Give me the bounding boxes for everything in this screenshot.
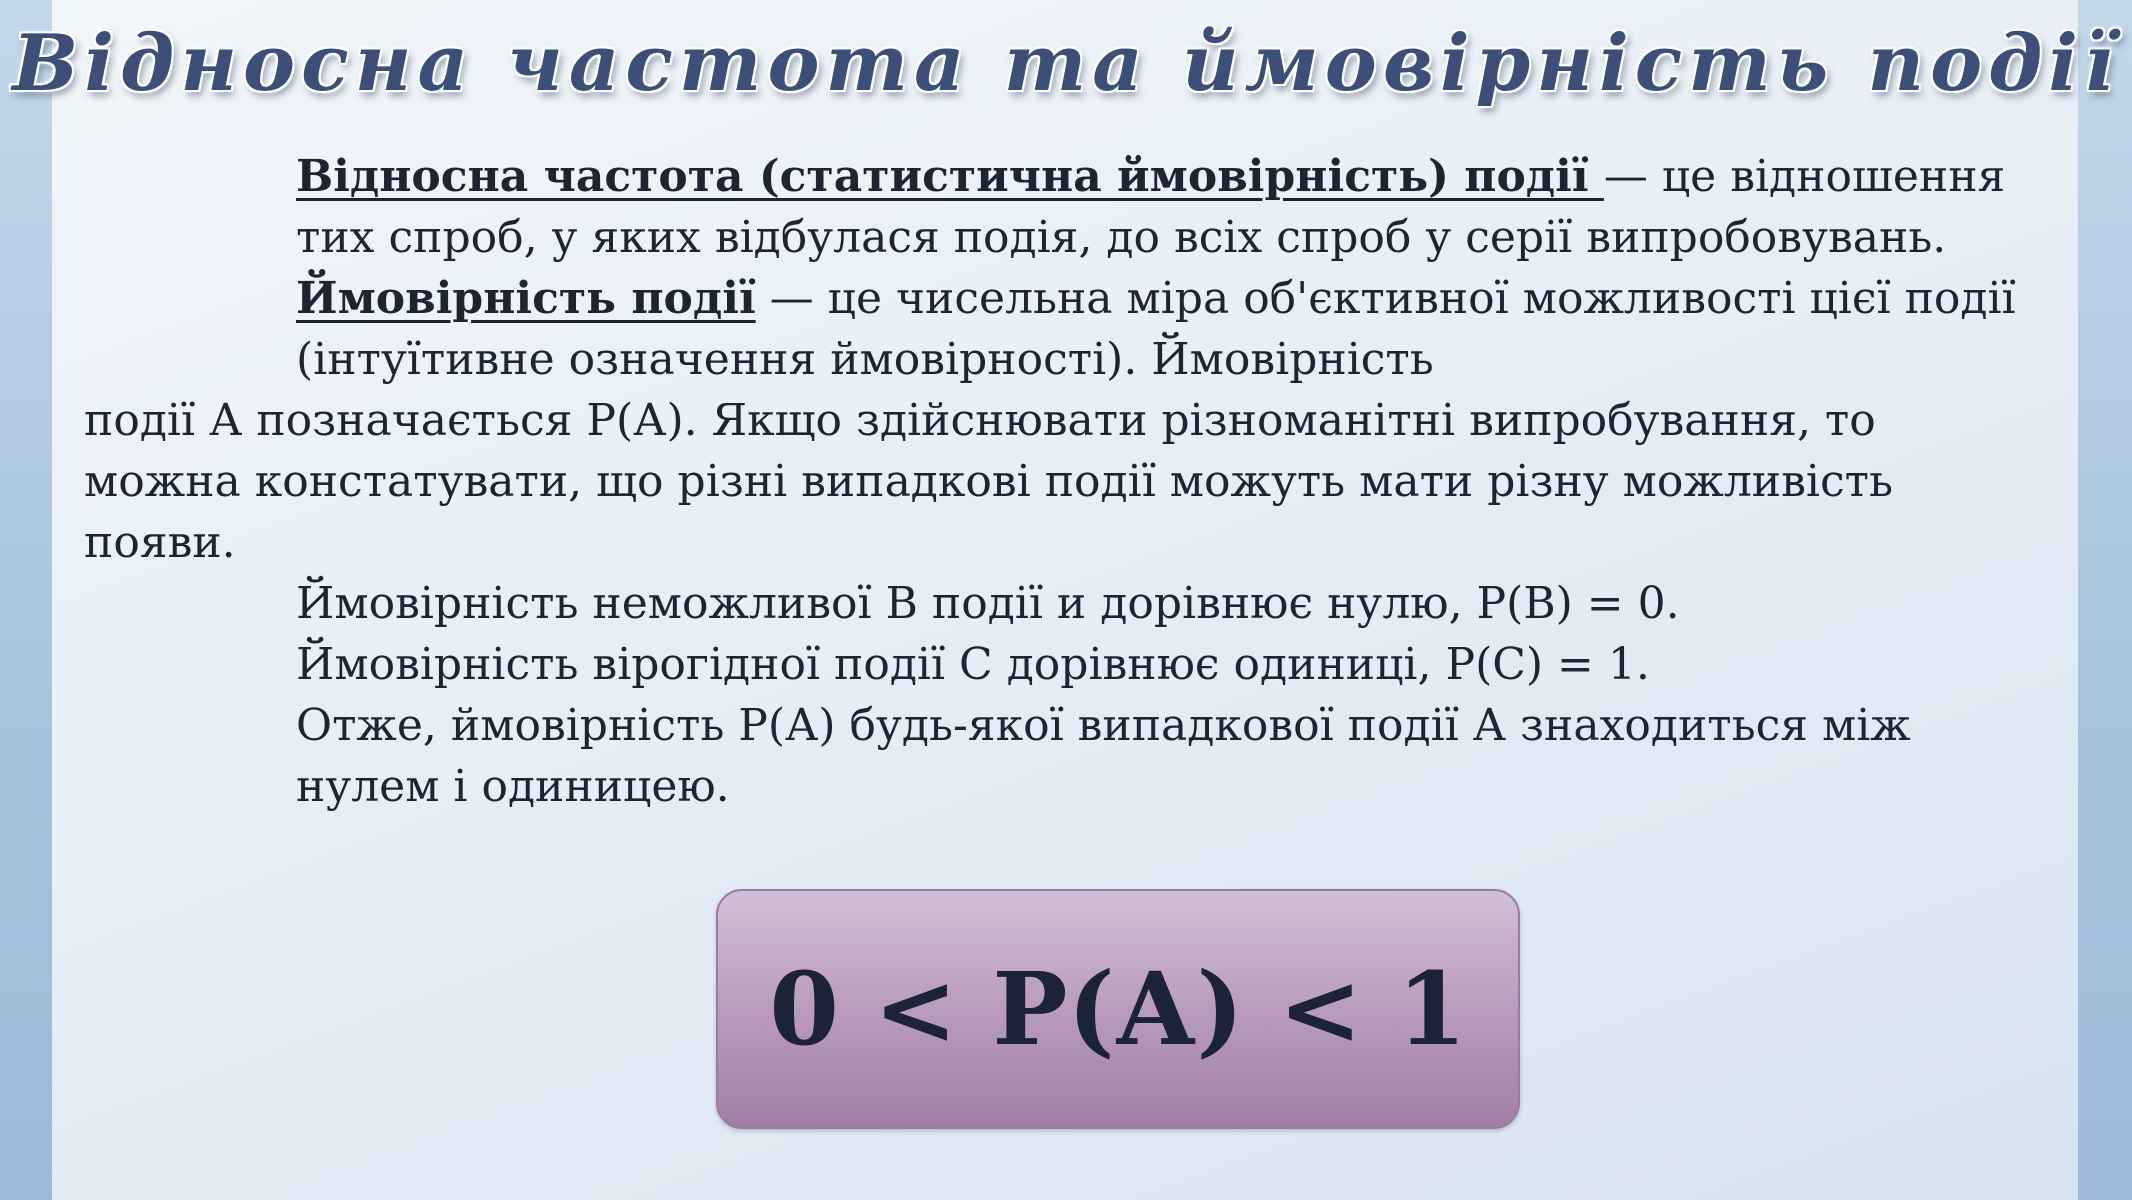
definition-probability: — це чисельна міра об'єктивної можливості цієї події (інтуїтивне означення ймовірності). Ймовірність [296,273,2016,385]
term-probability: Ймовірність події [296,273,756,324]
paragraph-relative-frequency [84,146,2044,268]
slide-body [84,146,2044,817]
term-relative-frequency: Відносна частота (статистична ймовірність) події [296,151,1604,202]
line-conclusion: Отже, ймовірність Р(А) будь-якої випадкової події А знаходиться між нулем і одиницею. [296,700,1911,812]
paragraph-probability-notation: події А позначається Р(А). Якщо здійснювати різноманітні випробування, то можна констатувати, що різні випадкові події можуть мати різну можливість появи. [84,395,1893,568]
line-impossible-event: Ймовірність неможливої В події и дорівнює нулю, Р(В) = 0. [296,578,1680,629]
slide-title: Відносна частота та ймовірність події [12,18,2120,109]
formula-box [716,889,1520,1129]
formula-text: 0 < Р(А) < 1 [769,950,1467,1068]
paragraph-probability [84,268,2044,390]
line-certain-event: Ймовірність вірогідної події С дорівнює одиниці, Р(С) = 1. [296,639,1650,690]
definition-relative-frequency: — це відношення тих спроб, у яких відбулася подія, до всіх спроб у серії випробовувань. [296,151,2006,263]
